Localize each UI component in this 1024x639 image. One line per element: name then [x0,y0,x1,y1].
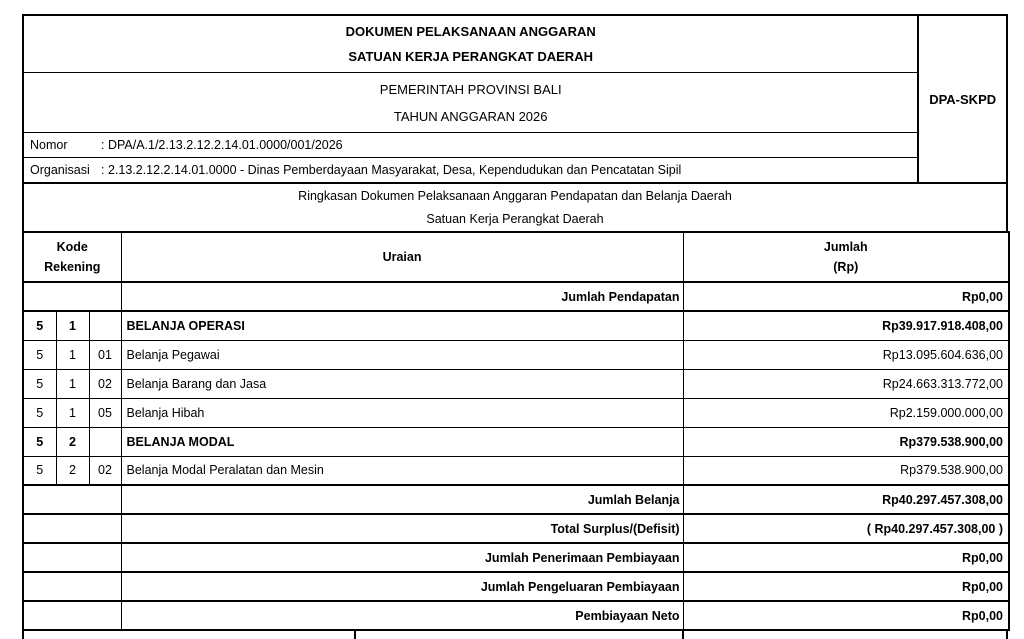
kode-1: 5 [23,369,56,398]
kode-2: 1 [56,311,89,340]
section-title-line-1: Ringkasan Dokumen Pelaksanaan Anggaran Pendapatan dan Belanja Daerah [298,188,732,203]
table-row [23,398,1009,427]
table-row [23,514,1009,543]
row-amount: ( Rp40.297.457.308,00 ) [683,514,1009,543]
row-amount: Rp2.159.000.000,00 [683,398,1009,427]
nomor-row [24,133,917,158]
agency-line-1: PEMERINTAH PROVINSI BALI [379,81,562,97]
table-row [23,311,1009,340]
table-row [23,543,1009,572]
row-amount: Rp0,00 [683,601,1009,630]
partial-row-divider [354,631,356,639]
kode-cell-empty [23,572,121,601]
next-section-partial-row [22,631,1008,639]
organisasi-value: : 2.13.2.12.2.14.01.0000 - Dinas Pemberdayaan Masyarakat, Desa, Kependudukan dan Pencatatan Sipil [101,163,682,177]
section-title [22,184,1008,231]
kode-2: 1 [56,398,89,427]
kode-1: 5 [23,456,56,485]
row-label: Jumlah Penerimaan Pembiayaan [121,543,683,572]
kode-header-line-1: Kode [56,240,88,254]
title-line-2: SATUAN KERJA PERANGKAT DAERAH [348,49,593,64]
row-label: Jumlah Pendapatan [121,282,683,311]
kode-cell-empty [23,601,121,630]
kode-cell-empty [23,514,121,543]
kode-3: 02 [89,456,121,485]
nomor-label: Nomor [30,138,68,152]
row-amount: Rp0,00 [683,282,1009,311]
agency-title [24,73,917,133]
row-uraian: BELANJA OPERASI [121,311,683,340]
section-title-line-2: Satuan Kerja Perangkat Daerah [426,211,604,226]
table-row [23,485,1009,514]
row-uraian: Belanja Hibah [121,398,683,427]
kode-3: 01 [89,340,121,369]
header-left-block [24,16,917,182]
table-row [23,340,1009,369]
row-uraian: Belanja Modal Peralatan dan Mesin [121,456,683,485]
organisasi-label: Organisasi [30,163,90,177]
document-header [22,14,1008,184]
row-amount: Rp0,00 [683,572,1009,601]
kode-cell-empty [23,485,121,514]
kode-3: 02 [89,369,121,398]
kode-1: 5 [23,398,56,427]
jumlah-header-line-1: Jumlah [823,240,868,254]
kode-2: 2 [56,456,89,485]
kode-1: 5 [23,427,56,456]
table-row [23,601,1009,630]
column-header-kode-rekening [23,232,121,282]
table-header-row [23,232,1009,282]
dpa-document [22,14,1008,639]
document-title [24,16,917,73]
row-uraian: Belanja Barang dan Jasa [121,369,683,398]
row-amount: Rp0,00 [683,543,1009,572]
organisasi-row [24,158,917,182]
nomor-value: : DPA/A.1/2.13.2.12.2.14.01.0000/001/2026 [101,138,343,152]
table-row [23,572,1009,601]
row-amount: Rp39.917.918.408,00 [683,311,1009,340]
budget-summary-table [22,231,1010,631]
row-amount: Rp40.297.457.308,00 [683,485,1009,514]
row-amount: Rp13.095.604.636,00 [683,340,1009,369]
agency-line-2: TAHUN ANGGARAN 2026 [393,108,548,124]
kode-3 [89,427,121,456]
row-uraian: BELANJA MODAL [121,427,683,456]
kode-cell-empty [23,543,121,572]
kode-2: 1 [56,369,89,398]
column-header-uraian: Uraian [121,232,683,282]
row-label: Jumlah Belanja [121,485,683,514]
table-row [23,427,1009,456]
kode-2: 2 [56,427,89,456]
row-amount: Rp379.538.900,00 [683,427,1009,456]
column-header-jumlah [683,232,1009,282]
partial-row-divider [682,631,684,639]
row-amount: Rp379.538.900,00 [683,456,1009,485]
kode-1: 5 [23,340,56,369]
table-row [23,369,1009,398]
row-uraian: Belanja Pegawai [121,340,683,369]
title-line-1: DOKUMEN PELAKSANAAN ANGGARAN [345,24,596,39]
row-label: Total Surplus/(Defisit) [121,514,683,543]
doc-code-label: DPA-SKPD [929,91,997,107]
kode-cell-empty [23,282,121,311]
table-row [23,456,1009,485]
row-label: Jumlah Pengeluaran Pembiayaan [121,572,683,601]
kode-3: 05 [89,398,121,427]
kode-3 [89,311,121,340]
table-row [23,282,1009,311]
jumlah-header-line-2: (Rp) [833,260,859,274]
row-label: Pembiayaan Neto [121,601,683,630]
doc-code-box [917,16,1006,182]
row-amount: Rp24.663.313.772,00 [683,369,1009,398]
kode-2: 1 [56,340,89,369]
kode-header-line-2: Rekening [44,260,101,274]
kode-1: 5 [23,311,56,340]
